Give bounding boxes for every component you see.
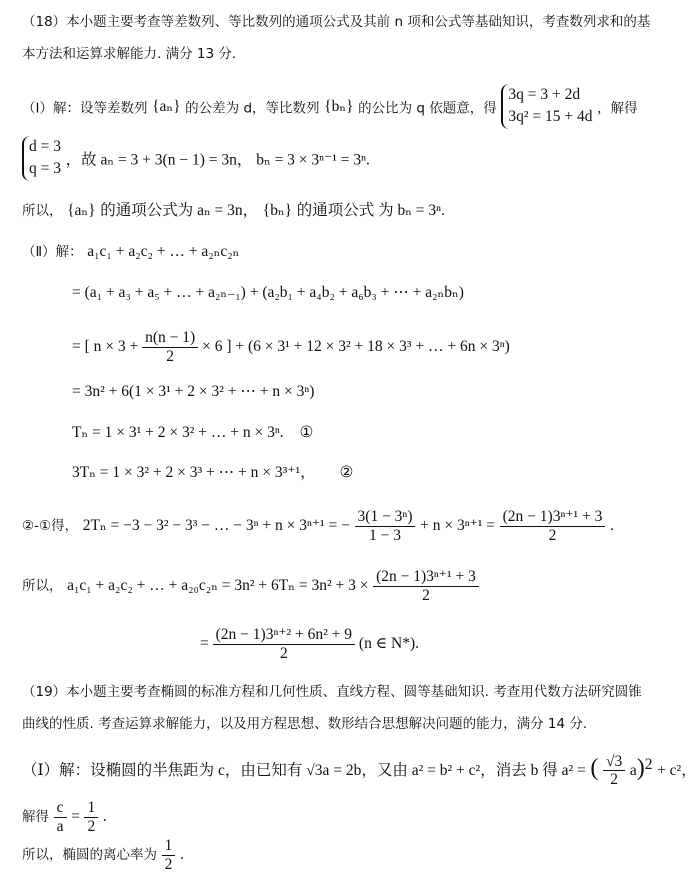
p18-intro-line2: 本方法和运算求解能力. 满分 13 分. [22,46,237,62]
p19-concl-num: 1 [162,837,176,856]
p18-part1-seq-a: {aₙ} [152,97,181,115]
p18-eq6-num1: 3(1 − 3ⁿ) [355,508,416,527]
p18-concl-seq-b: {bₙ} [262,202,293,219]
p18-concl-seq-a: {aₙ} [67,202,96,219]
p19-sol-frac1 [54,799,67,836]
p19-part1-line: （Ⅰ）解：设椭圆的半焦距为 c，由已知有 √3a = 2b，又由 a² = b² + c²，消去 b 得 a² = ( $\frac{√3}{2}$ a)$^2$ + c²， [22,752,697,789]
p18-eq7 [22,560,479,612]
p19-part1-frac [603,753,625,790]
p18-part2-label: （Ⅱ）解： [22,244,83,260]
p19-part1-text: （Ⅰ）解：设椭圆的半焦距为 c，由已知有 √3a = 2b，又由 a² = b² + c²，消去 b 得 a² = [22,761,586,779]
p19-conclusion [22,834,184,876]
p18-solution-line [22,136,370,181]
p19-sol-num: c [54,799,67,818]
p19-concl-frac [162,837,176,874]
p19-paren-open: ( [590,754,599,781]
p18-concl-prefix: 所以， [22,203,63,219]
p19-sol-frac2 [84,799,98,836]
p18-eq6 [22,500,614,552]
p19-sol-den2: 2 [87,817,96,835]
p19-concl-end: . [179,846,184,863]
p18-eq2-fraction [142,329,198,366]
p19-part1-end: + c²， [657,761,697,779]
p18-eq5-mark: ② [339,464,354,481]
p18-system-eq2: 3q² = 15 + 4d [508,108,593,126]
p18-part2-line [22,240,239,261]
p18-eq8-end: (n ∈ N*). [358,635,420,652]
p18-part1-mid2: 的公比为 q 依题意，得 [358,100,497,117]
p18-eq7-num: (2n − 1)3ⁿ⁺¹ + 3 [373,568,479,587]
p18-eq4-mark: ① [299,424,314,441]
p18-eq7-a: a₁c₁ + a₂c₂ + … + a₂₀c₂ₙ = 3n² + 6Tₙ = 3n² + 3 × [67,577,369,594]
p18-solution-system [22,136,61,181]
p19-sol-end: . [102,808,107,825]
p18-part1-solve: ，解得 [597,100,638,117]
p18-eq8-den: 2 [279,644,288,662]
p18-intro-line1: （18）本小题主要考查等差数列、等比数列的通项公式及其前 n 项和公式等基础知识，考查数列求和的基 [22,14,651,30]
p19-part1-den: 2 [610,771,618,789]
p18-part1-seq-b: {bₙ} [324,97,354,115]
p18-eq8-frac [213,626,355,663]
p18-conclusion [22,198,445,220]
p19-concl-den: 2 [164,855,173,873]
p19-sol-den: a [56,817,64,835]
p18-eq8 [200,618,419,670]
p19-concl-text: 所以，椭圆的离心率为 [22,847,157,863]
p19-sol-prefix: 解得 [22,809,49,825]
p18-part2-sum: a₁c₁ + a₂c₂ + … + a₂ₙc₂ₙ [87,243,240,260]
p18-eq2-den: 2 [166,347,175,365]
p19-part1-var: a [629,761,637,779]
p18-part1-line [22,84,638,124]
p18-eq6-num2: (2n − 1)3ⁿ⁺¹ + 3 [500,508,606,527]
p18-concl-end: 的通项公式 为 bₙ = 3ⁿ. [296,202,445,219]
p18-eq2-left: = [ n × 3 + [72,338,139,355]
p18-eq1: = (a₁ + a₃ + a₅ + … + a₂ₙ₋₁) + (a₂b₁ + a₄b₂ + a₆b₃ + ⋯ + a₂ₙbₙ) [72,284,464,301]
p18-eq6-prefix: ②-①得， [22,518,79,534]
p18-eq4-text: Tₙ = 1 × 3¹ + 2 × 3² + … + n × 3ⁿ. [72,424,284,441]
p18-eq5-text: 3Tₙ = 1 × 3² + 2 × 3³ + ⋯ + n × 3³⁺¹， [72,464,316,481]
p18-system-eq1: 3q = 3 + 2d [508,86,581,103]
p18-eq6-den2: 2 [548,526,557,544]
p19-part1-num: √3 [603,753,625,772]
p18-part1-mid: 的公差为 d，等比数列 [185,100,320,117]
p18-eq6-b: + n × 3ⁿ⁺¹ = [420,517,496,534]
p19-sol-eq: = [71,808,80,825]
p19-sol-num2: 1 [84,799,98,818]
p18-solution-q: q = 3 [29,160,61,178]
p18-eq3: = 3n² + 6(1 × 3¹ + 2 × 3² + ⋯ + n × 3ⁿ) [72,383,315,400]
p18-eq6-frac2 [500,508,606,545]
p18-eq8-num: (2n − 1)3ⁿ⁺² + 6n² + 9 [213,626,355,645]
p19-paren-close: ) [636,754,645,781]
p18-eq8-a: = [200,635,209,652]
p18-part1-label: （Ⅰ）解：设等差数列 [22,100,148,117]
p18-solution-d: d = 3 [29,138,61,155]
p18-eq2-right: × 6 ] + (6 × 3¹ + 12 × 3² + 18 × 3³ + … + 6n × 3ⁿ) [202,338,510,355]
p18-eq7-prefix: 所以， [22,578,63,594]
p19-intro-line1: （19）本小题主要考查椭圆的标准方程和几何性质、直线方程、圆等基础知识. 考查用代数方法研究圆锥 [22,684,642,700]
p18-eq6-frac1 [355,508,416,545]
p18-eq4 [72,423,313,442]
p18-eq6-den1: 1 − 3 [369,526,401,544]
p18-eq7-den: 2 [422,586,430,604]
p18-eq5 [72,460,353,482]
p18-eq2-num: n(n − 1) [142,329,198,348]
p18-equation-system [501,84,592,129]
p18-eq6-end: . [610,517,614,534]
p18-solution-rest: ，故 aₙ = 3 + 3(n − 1) = 3n， bₙ = 3 × 3ⁿ⁻¹ = 3ⁿ. [65,151,370,169]
p18-eq7-frac [373,568,479,605]
p18-concl-mid: 的通项公式为 aₙ = 3n， [100,202,259,219]
p18-eq6-a: 2Tₙ = −3 − 3² − 3³ − … − 3ⁿ + n × 3ⁿ⁺¹ = − [82,517,350,534]
p19-solution-line [22,796,107,838]
p18-eq2 [72,322,510,372]
p19-intro-line2: 曲线的性质. 考查运算求解能力，以及用方程思想、数形结合思想解决问题的能力，满分 14 分. [22,716,588,732]
